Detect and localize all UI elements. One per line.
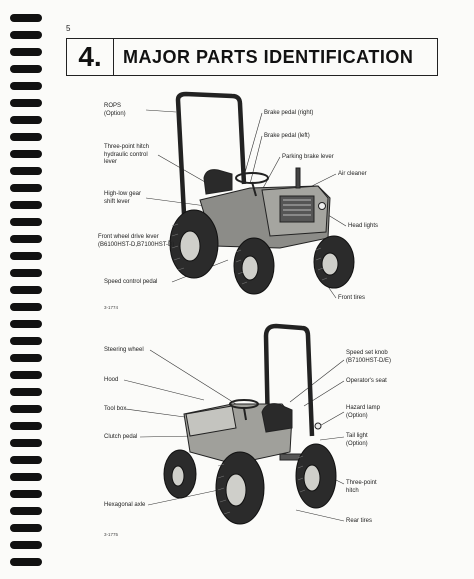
label-rear-tires: Rear tires (346, 518, 373, 524)
label-speed-control-pedal: Speed control pedal (104, 279, 158, 285)
label-parking-brake-lever: Parking brake lever (282, 154, 334, 160)
label-gear-shift-lever: High-low gear shift lever (104, 191, 142, 205)
section-title: MAJOR PARTS IDENTIFICATION (123, 47, 414, 67)
label-steering-wheel: Steering wheel (104, 347, 144, 353)
label-hood: Hood (104, 377, 119, 383)
label-brake-pedal-right: Brake pedal (right) (264, 110, 314, 116)
label-speed-set-knob: Speed set knob (B7100HST-D/E) (346, 350, 392, 364)
label-operators-seat: Operator's seat (346, 378, 387, 384)
label-front-tires: Front tires (338, 295, 366, 301)
label-hitch-control-lever: Three-point hitch hydraulic control lever (104, 144, 150, 165)
label-hexagonal-axle: Hexagonal axle (104, 502, 146, 508)
figure-caption-2: 3-1775 (104, 532, 119, 537)
label-tail-light: Tail light (Option) (346, 433, 368, 447)
label-hazard-lamp: Hazard lamp (Option) (346, 405, 381, 419)
label-rops: ROPS (Option) (104, 103, 126, 117)
label-clutch-pedal: Clutch pedal (104, 434, 138, 440)
label-front-wheel-drive-lever: Front wheel drive lever (B6100HST-D,B7100HST-D) (98, 234, 175, 248)
figure-caption-1: 3-1774 (104, 305, 119, 310)
label-air-cleaner: Air cleaner (338, 171, 367, 177)
label-brake-pedal-left: Brake pedal (left) (264, 133, 310, 139)
label-tool-box: Tool box (104, 406, 127, 412)
page-number: 5 (66, 24, 71, 33)
label-head-lights: Head lights (348, 223, 379, 229)
section-number: 4. (67, 39, 114, 75)
label-three-point-hitch: Three-point hitch (346, 480, 377, 494)
